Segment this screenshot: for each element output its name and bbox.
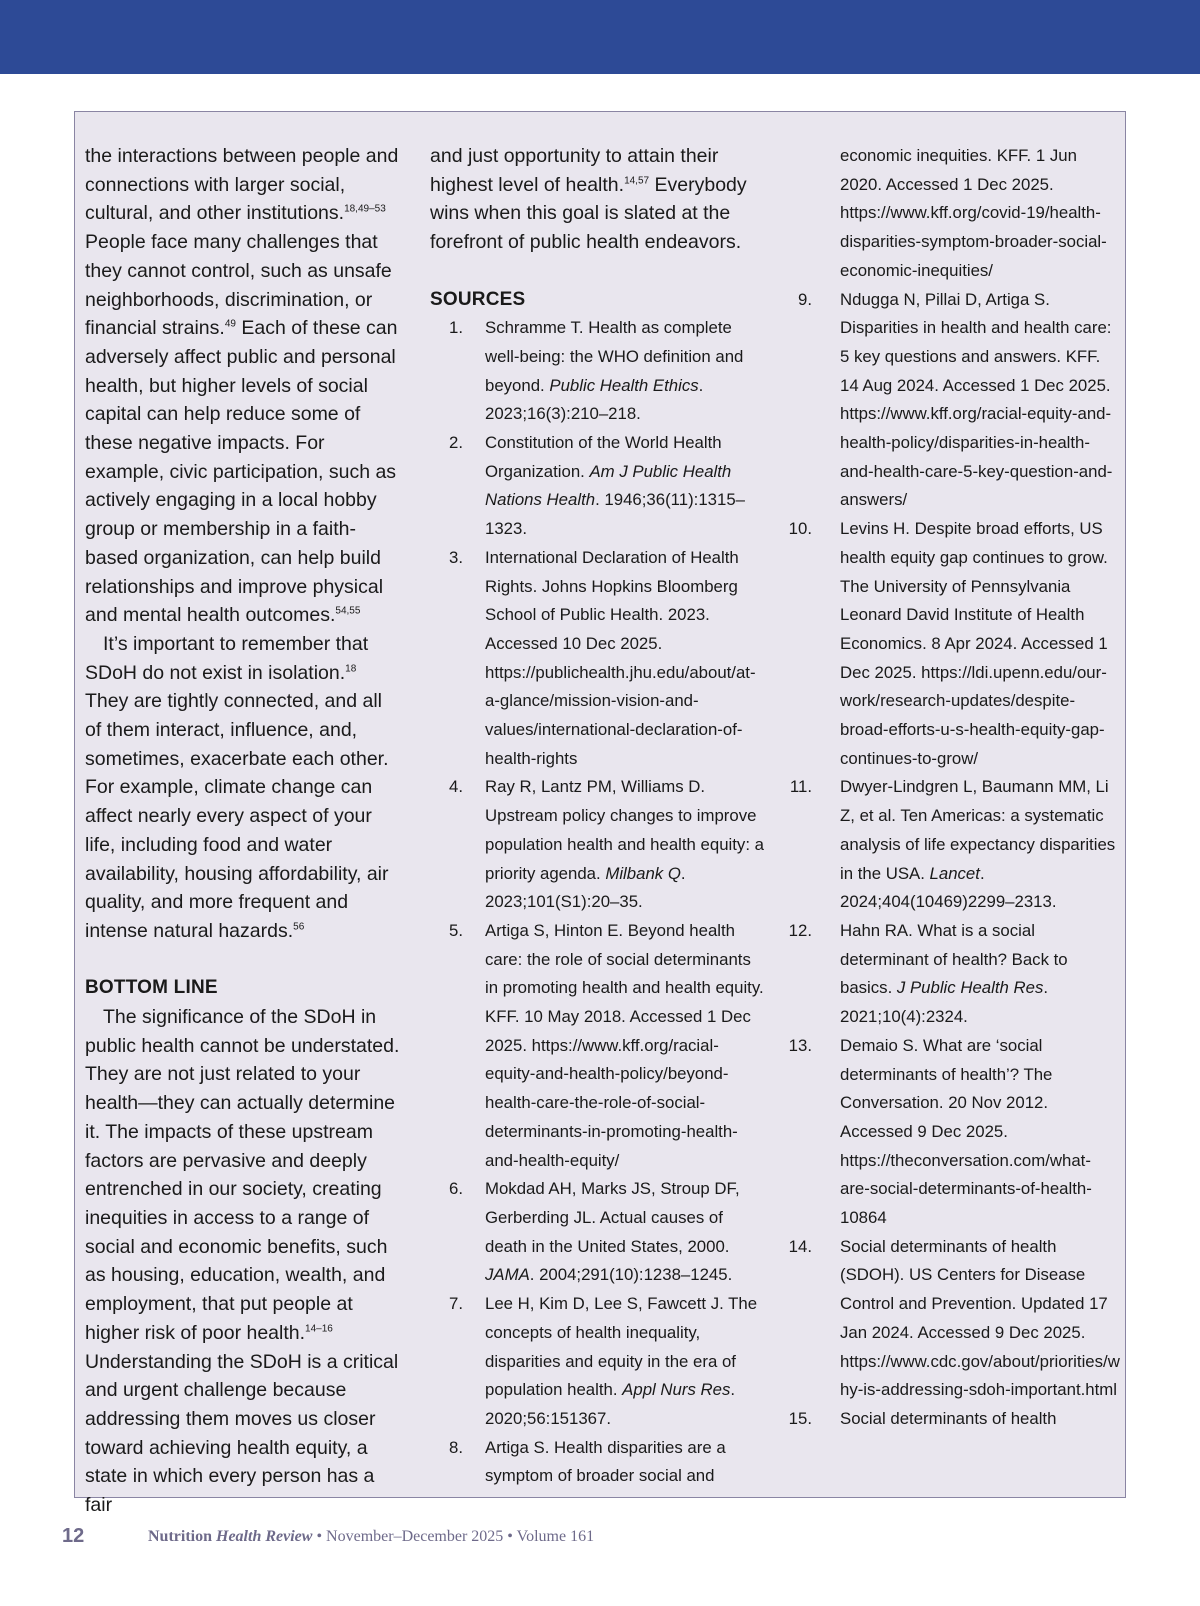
reference-item	[785, 286, 1120, 516]
reference-item	[785, 1032, 1120, 1233]
reference-text	[840, 1405, 1120, 1434]
text-run: People face many challenges that they cannot control, such as unsafe neighborhoods, discrimination, or financial strains.	[85, 231, 392, 340]
section-heading-bottom-line: BOTTOM LINE	[85, 977, 218, 999]
journal-citation	[148, 1528, 594, 1546]
reference-text	[485, 1290, 765, 1434]
header-band	[0, 0, 1200, 74]
text-run: Schramme T. Health as complete well-being: the WHO definition and beyond.	[485, 318, 744, 395]
text-run: They are tightly connected, and all of them interact, influence, and, sometimes, exacerbate each other. For example, climate change can affect nearly every aspect of your life, including food and water availability, housing affordability, air quality, and more frequent and intense natural hazards.	[85, 690, 389, 942]
reference-text	[485, 773, 765, 917]
body-paragraph	[85, 142, 403, 630]
content-panel	[74, 111, 1126, 1517]
reference-text	[485, 1175, 765, 1290]
reference-item	[785, 773, 1120, 917]
text-run: . 2023;16(3):210–218.	[485, 375, 704, 424]
text-run: Social determinants of health (SDOH). US Centers for Disease Control and Prevention. Updated 17 Jan 2024. Accessed 9 Dec 2025. https://www.cdc.gov/about/priorities/why-is-addressing-sdoh-important.html	[840, 1236, 1120, 1400]
text-run: Understanding the SDoH is a critical and urgent challenge because addressing them moves us closer toward achieving health equity, a state in which every person has a fair	[85, 1350, 399, 1517]
reference-number: 3.	[449, 547, 463, 567]
journal-title: Lancet	[929, 863, 980, 883]
text-run: . 2020;56:151367.	[485, 1380, 736, 1428]
reference-text	[840, 286, 1120, 516]
reference-text	[485, 429, 765, 544]
text-run: International Declaration of Health Rights. Johns Hopkins Bloomberg School of Public Health. 2023. Accessed 10 Dec 2025. https://publichealth.jhu.edu/about/at-a-glance/mission-vision-and-values/international-declaration-of-health-rights	[485, 547, 756, 768]
reference-number: 14.	[788, 1236, 812, 1256]
citation-superscript: 14,57	[624, 175, 650, 187]
text-run: . 2004;291(10):1238–1245.	[529, 1265, 733, 1285]
body-paragraph	[85, 630, 403, 946]
reference-list	[785, 286, 1120, 1434]
text-run: Lee H, Kim D, Lee S, Fawcett J. The concepts of health inequality, disparities and equity in the era of population health.	[485, 1294, 758, 1400]
reference-text	[485, 544, 765, 774]
text-run: . 2024;404(10469)2299–2313.	[840, 863, 1057, 912]
reference-item	[430, 773, 765, 917]
citation-superscript: 56	[293, 921, 305, 933]
reference-text	[840, 1233, 1120, 1405]
reference-text	[840, 1032, 1120, 1233]
reference-text	[840, 917, 1120, 1032]
journal-title: J Public Health Res	[896, 978, 1044, 998]
text-run: Constitution of the World Health Organization.	[485, 433, 722, 481]
reference-text	[840, 773, 1120, 917]
reference-item	[430, 1175, 765, 1290]
reference-number: 5.	[449, 920, 463, 940]
reference-item	[785, 1405, 1120, 1434]
text-run: Artiga S. Health disparities are a symptom of broader social and	[485, 1437, 726, 1486]
reference-number: 4.	[449, 777, 463, 797]
reference-item	[430, 1290, 765, 1434]
text-run: the interactions between people and connections with larger social, cultural, and other institutions.	[85, 145, 399, 225]
reference-number: 6.	[449, 1179, 463, 1199]
column-2	[430, 142, 765, 1491]
reference-number: 7.	[449, 1294, 463, 1314]
issue-info: • November–December 2025 • Volume 161	[312, 1528, 595, 1545]
body-paragraph	[430, 142, 765, 257]
reference-number: 8.	[449, 1437, 463, 1457]
reference-item	[430, 429, 765, 544]
citation-superscript: 54,55	[335, 605, 361, 617]
reference-item	[785, 917, 1120, 1032]
text-run: . 2023;101(S1):20–35.	[485, 863, 686, 912]
text-run: Mokdad AH, Marks JS, Stroup DF, Gerberding JL. Actual causes of death in the United States, 2000.	[485, 1179, 740, 1256]
text-run: Ray R, Lantz PM, Williams D. Upstream policy changes to improve population health and health equity: a priority agenda.	[485, 777, 764, 883]
journal-name: Nutrition Health Review	[148, 1528, 313, 1545]
reference-number: 9.	[798, 289, 812, 309]
journal-title: Appl Nurs Res	[622, 1380, 731, 1400]
text-run: Ndugga N, Pillai D, Artiga S. Disparities in health and health care: 5 key questions and answers. KFF. 14 Aug 2024. Accessed 1 Dec 2025. https://www.kff.org/racial-equity-and-health-policy/disparities-in-health-and-health-care-5-key-question-and-answers/	[840, 289, 1113, 510]
reference-text	[485, 1434, 765, 1491]
reference-number: 12.	[788, 920, 812, 940]
column-1	[85, 142, 403, 1520]
citation-superscript: 14–16	[305, 1323, 333, 1335]
text-run: . 1946;36(11):1315–1323.	[485, 490, 745, 539]
journal-title: Public Health Ethics	[549, 375, 699, 395]
journal-title: Am J Public Health Nations Health	[485, 461, 732, 510]
text-run: Dwyer-Lindgren L, Baumann MM, Li Z, et al. Ten Americas: a systematic analysis of life expectancy disparities in the USA.	[840, 777, 1116, 883]
text-run: Hahn RA. What is a social determinant of health? Back to basics.	[840, 920, 1068, 998]
reference-item	[430, 917, 765, 1175]
text-run: Levins H. Despite broad efforts, US health equity gap continues to grow. The University of Pennsylvania Leonard David Institute of Health Economics. 8 Apr 2024. Accessed 1 Dec 2025. https://ldi.upenn.edu/our-work/research-updates/despite-broad-efforts-u-s-health-equity-gap-continues-to-grow/	[840, 519, 1108, 768]
citation-superscript: 18	[345, 663, 357, 675]
reference-item	[430, 1434, 765, 1491]
reference-list	[430, 314, 765, 1491]
reference-number: 10.	[788, 519, 812, 539]
journal-title: JAMA	[485, 1265, 530, 1285]
citation-superscript: 49	[224, 318, 236, 330]
reference-text	[485, 314, 765, 429]
reference-continuation: economic inequities. KFF. 1 Jun 2020. Accessed 1 Dec 2025. https://www.kff.org/covid-19/health-disparities-symptom-broader-social-economic-inequities/	[840, 146, 1107, 280]
citation-superscript: 18,49–53	[344, 203, 386, 215]
text-run: Demaio S. What are ‘social determinants of health’? The Conversation. 20 Nov 2012. Accessed 9 Dec 2025. https://theconversation.com/what-are-social-determinants-of-health-10864	[840, 1035, 1092, 1228]
reference-item	[430, 544, 765, 774]
text-run: Social determinants of health	[840, 1408, 1057, 1428]
reference-number: 15.	[788, 1408, 812, 1428]
reference-item	[785, 515, 1120, 773]
reference-item	[430, 314, 765, 429]
text-run: Each of these can adversely affect public and personal health, but higher levels of social capital can help reduce some of these negative impacts. For example, civic participation, such as actively engaging in a local hobby group or membership in a faith-based organization, can help build relationships and improve physical and mental health outcomes.	[85, 317, 398, 627]
page-number: 12	[62, 1525, 85, 1547]
reference-number: 11.	[789, 777, 812, 797]
text-run: and just opportunity to attain their highest level of health.	[430, 145, 719, 196]
reference-text	[485, 917, 765, 1175]
reference-item	[785, 1233, 1120, 1405]
reference-number: 2.	[449, 433, 463, 453]
text-run: Artiga S, Hinton E. Beyond health care: the role of social determinants in promoting health and health equity. KFF. 10 May 2018. Accessed 1 Dec 2025. https://www.kff.org/racial-equity-and-health-policy/beyond-health-care-the-role-of-social-determinants-in-promoting-health-and-health-equity/	[485, 920, 764, 1170]
column-3	[785, 142, 1120, 1434]
journal-title: Milbank Q	[605, 863, 681, 883]
text-run: It’s important to remember that SDoH do not exist in isolation.	[85, 632, 369, 684]
reference-number: 13.	[788, 1035, 812, 1055]
text-run: Everybody wins when this goal is slated at the forefront of public health endeavors.	[430, 173, 747, 254]
section-heading-sources: SOURCES	[430, 288, 526, 310]
reference-number: 1.	[449, 318, 463, 338]
text-run: The significance of the SDoH in public health cannot be understated. They are not just related to your health—they can actually determine it. The impacts of these upstream factors are pervasive and deeply entrenched in our society, creating inequities in access to a range of social and economic benefits, such as housing, education, wealth, and employment, that put people at higher risk of poor health.	[85, 1006, 400, 1344]
reference-text	[840, 515, 1120, 773]
text-run: . 2021;10(4):2324.	[840, 978, 1049, 1027]
body-paragraph	[85, 1003, 403, 1520]
